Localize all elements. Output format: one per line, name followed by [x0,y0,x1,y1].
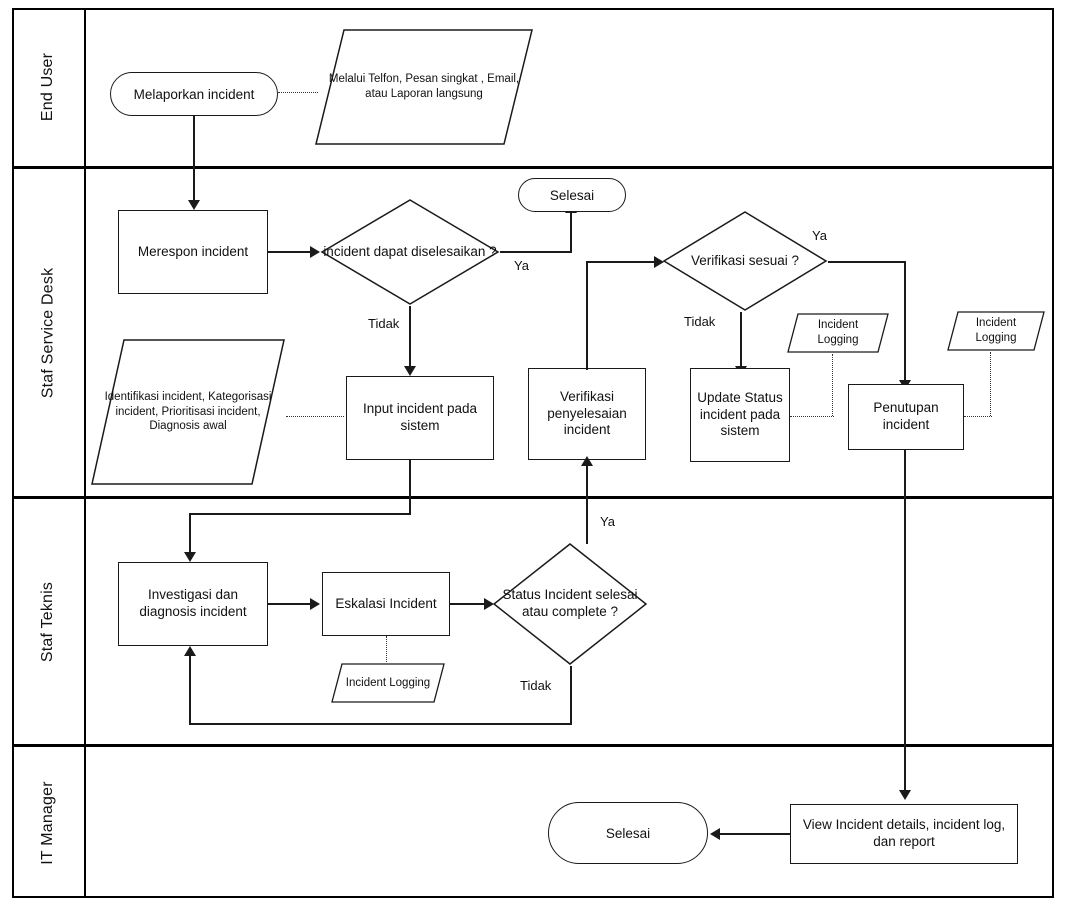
arrowhead-eskalasi-status [484,598,494,610]
arrowhead-merespon-diamond [310,246,320,258]
node-merespon-incident [118,210,268,294]
connector-status-ya-up [586,460,588,544]
node-incident-dapat-diselesaikan [320,198,500,306]
connector-diamond-tidak [409,306,411,368]
lane-label-staf-service-desk [12,169,84,496]
note-identifikasi-text: Identifikasi incident, Kategorisasi incident, Prioritisasi incident, Diagnosis awal [104,390,272,433]
connector-status-tidak-up [189,654,191,724]
connector-ya-up [570,211,572,253]
node-view-incident-details-label: View Incident details, incident log, dan report [802,817,1006,849]
connector-diamond-ya [500,251,572,253]
connector-logging2-h [964,416,992,417]
arrowhead-view-selesai [710,828,720,840]
edge-label-tidak-3: Tidak [520,678,552,693]
node-melaporkan-incident [110,72,278,116]
lane-label-end-user [12,8,84,166]
connector-melaporkan-note [278,92,318,93]
node-view-incident-details [790,804,1018,864]
node-melaporkan-incident-label: Melaporkan incident [133,86,255,102]
edge-label-tidak-1: Tidak [368,316,400,331]
lane-label-it-manager-text: IT Manager [39,780,56,865]
node-selesai-bottom-label: Selesai [605,825,651,841]
arrowhead-penutupan-view [899,790,911,800]
note-incident-logging-3 [330,662,446,704]
connector-sesuai-tidak [740,312,742,370]
lane-separator-3 [12,744,1054,747]
lane-label-end-user-text: End User [38,52,56,122]
arrowhead-tidak-input [404,366,416,376]
edge-label-ya-2: Ya [812,228,827,243]
connector-verif-right [586,261,662,263]
connector-penutupan-view [904,450,906,794]
node-penutupan-incident [848,384,964,450]
lane-label-staf-teknis-text: Staf Teknis [39,581,57,662]
node-incident-dapat-diselesaikan-label: incident dapat diselesaikan ? [323,243,497,259]
note-incident-logging-2-text: Incident Logging [975,317,1017,344]
note-incident-logging-1-text: Incident Logging [817,319,859,346]
edge-label-tidak-2: Tidak [684,314,716,329]
node-eskalasi-incident-label: Eskalasi Incident [335,595,437,611]
arrowhead-investigasi-eskalasi [310,598,320,610]
lane-separator-1 [12,166,1054,169]
node-merespon-incident-label: Merespon incident [137,243,249,259]
node-selesai-top-label: Selesai [549,187,595,203]
connector-sesuai-ya [828,261,906,263]
connector-view-selesai [720,833,790,835]
arrowhead-verif-sesuai [654,256,664,268]
node-update-status-label: Update Status incident pada sistem [697,389,783,439]
node-penutupan-incident-label: Penutupan incident [873,400,939,432]
node-input-incident-label: Input incident pada sistem [362,401,478,433]
node-verifikasi-sesuai [662,210,828,312]
connector-verif-up [586,262,588,370]
note-media-pelaporan [314,28,534,146]
connector-logging2-v [990,352,991,416]
edge-label-ya-1: Ya [514,258,529,273]
lane-label-staf-service-desk-text: Staf Service Desk [39,267,56,398]
connector-ya-down-penutupan [904,261,906,383]
connector-melaporkan-merespon [193,116,195,202]
lane-label-it-manager [12,747,84,898]
connector-input-down2 [189,513,191,555]
node-investigasi-label: Investigasi dan diagnosis incident [139,587,247,619]
arrowhead-melaporkan-merespon [188,200,200,210]
connector-status-tidak-down [570,666,572,724]
note-incident-logging-3-text: Incident Logging [345,676,431,689]
node-verifikasi-sesuai-label: Verifikasi sesuai ? [690,252,800,268]
connector-logging1-h [790,416,834,417]
note-incident-logging-2 [946,310,1046,352]
arrowhead-input-investigasi [184,552,196,562]
connector-note-input [286,416,344,417]
connector-merespon-diamond [268,251,312,253]
node-selesai-top [518,178,626,212]
arrowhead-tidak-investigasi [184,646,196,656]
connector-status-tidak-left [189,723,572,725]
arrowhead-status-verifikasi [581,456,593,466]
note-incident-logging-1 [786,312,890,354]
note-identifikasi [90,338,286,486]
node-eskalasi-incident [322,572,450,636]
lane-label-divider [84,8,86,898]
connector-logging3-v [386,636,387,662]
lane-separator-2 [12,496,1054,499]
node-selesai-bottom [548,802,708,864]
connector-input-left [189,513,411,515]
lane-label-staf-teknis [12,499,84,744]
node-status-incident-complete [492,542,648,666]
node-status-incident-complete-label: Status Incident selesai atau complete ? [502,587,638,619]
connector-investigasi-eskalasi [268,603,312,605]
node-update-status [690,368,790,462]
node-investigasi [118,562,268,646]
node-verifikasi-penyelesaian-label: Verifikasi penyelesaian incident [547,388,627,438]
note-media-pelaporan-text: Melalui Telfon, Pesan singkat , Email, atau Laporan langsung [328,73,520,100]
node-input-incident [346,376,494,460]
node-verifikasi-penyelesaian [528,368,646,460]
connector-input-down [409,460,411,514]
edge-label-ya-3: Ya [600,514,615,529]
connector-logging1-v [832,354,833,416]
